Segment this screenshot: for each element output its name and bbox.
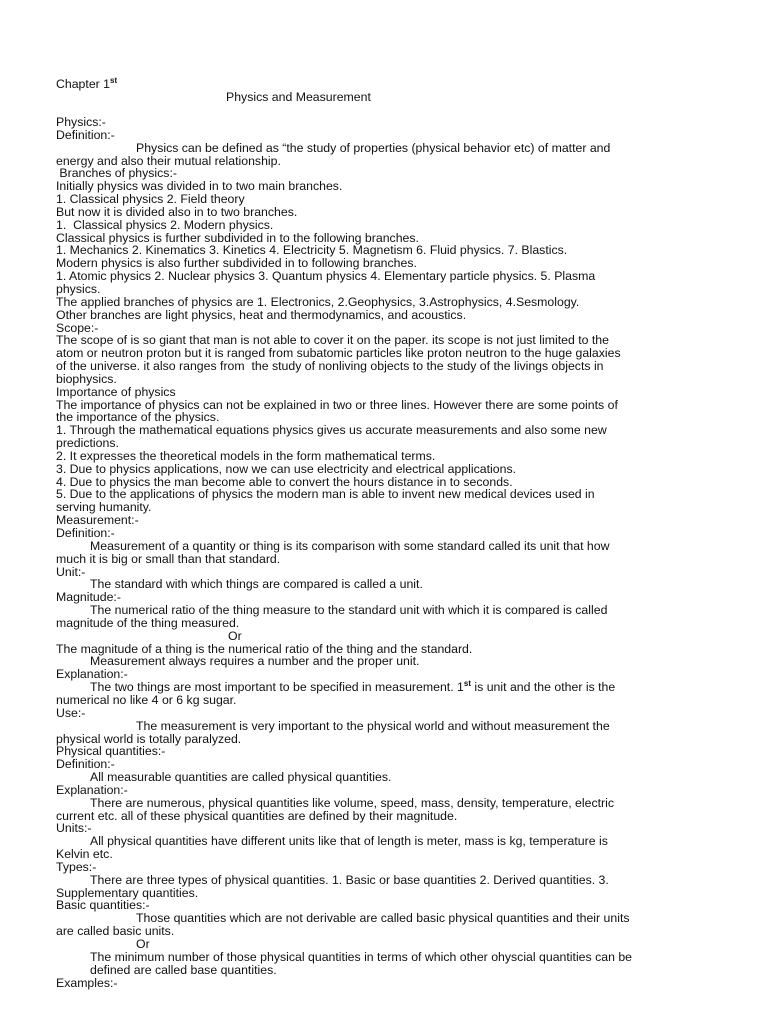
paragraph-line: Modern physics is also further subdivided in to following branches.: [56, 256, 417, 271]
paragraph-line: The importance of physics can not be explained in two or three lines. However there are some points of: [56, 397, 618, 412]
subheading-use: Use:-: [56, 705, 86, 720]
subheading-magnitude: Magnitude:-: [56, 590, 121, 605]
subheading-importance: Importance of physics: [56, 384, 176, 399]
paragraph-line: There are numerous, physical quantities like volume, speed, mass, density, temperature, electric: [90, 795, 614, 810]
paragraph-line: are called basic units.: [56, 924, 175, 939]
paragraph-line: the importance of the physics.: [56, 410, 220, 425]
subheading-definition: Definition:-: [56, 526, 115, 540]
paragraph-line: magnitude of the thing measured.: [56, 615, 240, 630]
paragraph-line: All physical quantities have different units like that of length is meter, mass is kg, temperature is: [90, 834, 608, 849]
paragraph-line: Initially physics was divided in to two main branches.: [56, 179, 343, 194]
paragraph-line: The magnitude of a thing is the numerical ratio of the thing and the standard.: [56, 641, 473, 656]
ordinal-suffix: st: [463, 679, 471, 689]
paragraph-line: numerical no like 4 or 6 kg sugar.: [56, 692, 237, 707]
paragraph-line: The standard with which things are compared is called a unit.: [90, 577, 423, 592]
list-line: predictions.: [56, 436, 119, 451]
list-line: 4. Due to physics the man become able to convert the hours distance in to seconds.: [56, 474, 513, 489]
paragraph-line: biophysics.: [56, 371, 117, 386]
paragraph-line: The applied branches of physics are 1. Electronics, 2.Geophysics, 3.Astrophysics, 4.Sesmology.: [56, 294, 580, 309]
paragraph-line: There are three types of physical quantities. 1. Basic or base quantities 2. Derived quantities. 3.: [90, 872, 609, 887]
subheading-branches: Branches of physics:-: [56, 166, 177, 181]
subheading-explanation: Explanation:-: [56, 782, 128, 797]
list-line: 2. It expresses the theoretical models in the form mathematical terms.: [56, 448, 436, 463]
paragraph-line: Measurement always requires a number and the proper unit.: [90, 654, 420, 669]
paragraph-line: Supplementary quantities.: [56, 885, 199, 900]
subheading-unit: Unit:-: [56, 564, 86, 579]
paragraph-line: Those quantities which are not derivable are called basic physical quantities and their units: [136, 911, 630, 926]
subheading-units: Units:-: [56, 821, 92, 836]
or-separator: Or: [228, 628, 242, 643]
paragraph-line: All measurable quantities are called physical quantities.: [90, 770, 392, 785]
text-run: The two things are most important to be specified in measurement. 1: [90, 680, 464, 695]
text-run: is unit and the other is the: [471, 680, 616, 695]
subheading-definition: Definition:-: [56, 757, 115, 772]
section-heading-physical-quantities: Physical quantities:-: [56, 744, 166, 759]
subheading-basic-quantities: Basic quantities:-: [56, 898, 150, 913]
paragraph-line: Other branches are light physics, heat and thermodynamics, and acoustics.: [56, 307, 467, 322]
chapter-heading: [56, 78, 117, 91]
subheading-explanation: Explanation:-: [56, 667, 128, 682]
document-body: [56, 116, 708, 989]
subheading-definition: Definition:-: [56, 127, 115, 142]
subheading-examples: Examples:-: [56, 975, 118, 990]
paragraph-line: The scope of is so giant that man is not able to cover it on the paper. its scope is not just limited to the: [56, 333, 609, 348]
list-line: 1. Through the mathematical equations physics gives us accurate measurements and also some new: [56, 423, 607, 438]
list-line: physics.: [56, 281, 101, 296]
paragraph-line: energy and also their mutual relationship.: [56, 153, 281, 168]
paragraph-line: Classical physics is further subdivided in to the following branches.: [56, 230, 419, 245]
paragraph-line: But now it is divided also in to two branches.: [56, 204, 298, 219]
paragraph-line: The measurement is very important to the physical world and without measurement the: [136, 718, 610, 733]
list-line: 3. Due to physics applications, now we can use electricity and electrical applications.: [56, 461, 517, 476]
section-heading-measurement: Measurement:-: [56, 513, 139, 528]
list-line: 5. Due to the applications of physics the modern man is able to invent new medical devices used in: [56, 487, 595, 502]
page-title: Physics and Measurement: [226, 90, 371, 104]
paragraph-line: much it is big or small than that standard.: [56, 551, 281, 566]
list-line: serving humanity.: [56, 500, 152, 515]
subheading-types: Types:-: [56, 859, 97, 874]
subheading-scope: Scope:-: [56, 320, 99, 335]
paragraph-line: Measurement of a quantity or thing is its comparison with some standard called its unit that how: [90, 538, 610, 553]
chapter-ordinal-suffix: st: [110, 76, 118, 85]
list-line: 1. Classical physics 2. Field theory: [56, 192, 245, 207]
paragraph-line: physical world is totally paralyzed.: [56, 731, 242, 746]
chapter-label: Chapter 1: [56, 77, 111, 91]
or-separator: Or: [136, 937, 150, 951]
paragraph-line: of the universe. it also ranges from the study of nonliving objects to the study of the livings objects in: [56, 359, 604, 374]
paragraph-line: The numerical ratio of the thing measure to the standard unit with which it is compared is called: [90, 603, 608, 618]
list-line: 1. Classical physics 2. Modern physics.: [56, 217, 274, 232]
paragraph-line: atom or neutron proton but it is ranged from subatomic particles like proton neutron to the huge galaxies: [56, 346, 621, 361]
paragraph-line: Kelvin etc.: [56, 847, 113, 862]
paragraph-line: Physics can be defined as “the study of properties (physical behavior etc) of matter and: [136, 140, 611, 155]
paragraph-line: current etc. all of these physical quantities are defined by their magnitude.: [56, 808, 458, 823]
list-line: 1. Atomic physics 2. Nuclear physics 3. Quantum physics 4. Elementary particle physics. 5. Plasma: [56, 269, 596, 284]
section-heading-physics: Physics:-: [56, 115, 106, 129]
list-line: 1. Mechanics 2. Kinematics 3. Kinetics 4. Electricity 5. Magnetism 6. Fluid physics. 7. Blastics.: [56, 243, 568, 258]
paragraph-line: defined are called base quantities.: [90, 962, 277, 977]
paragraph-line: The minimum number of those physical quantities in terms of which other ohyscial quantities can be: [90, 949, 633, 964]
